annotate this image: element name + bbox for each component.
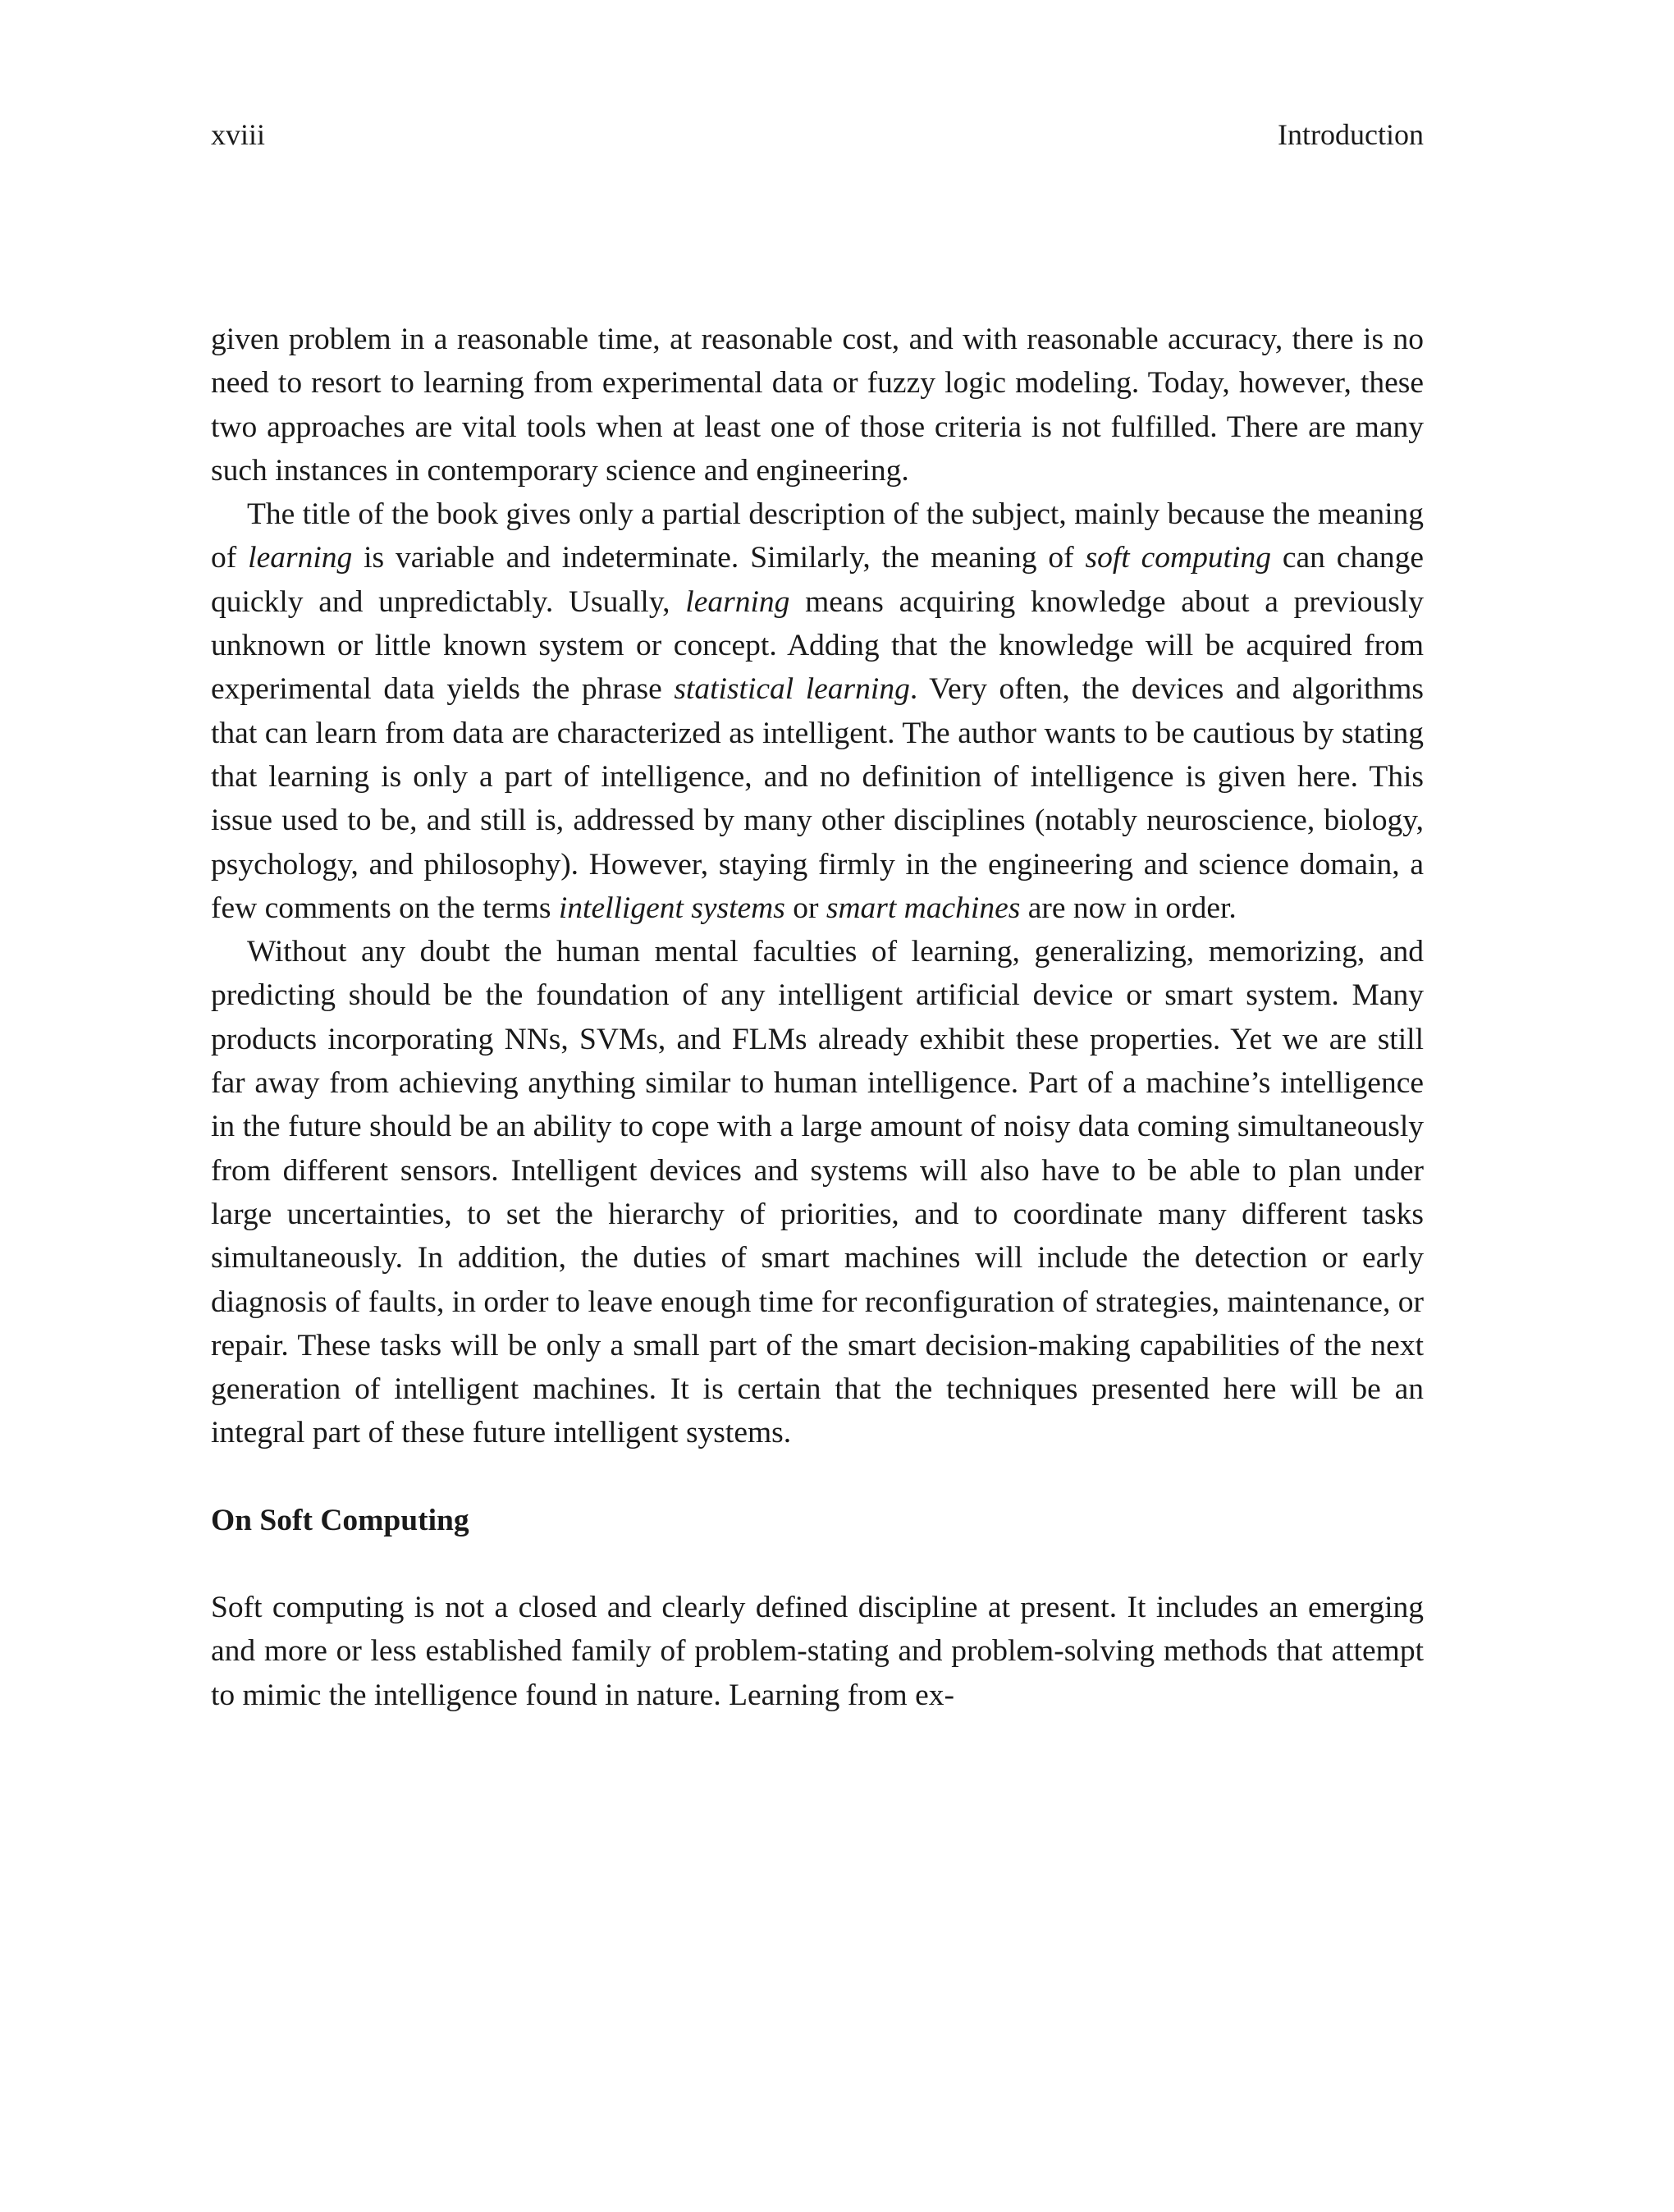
body-text (211, 318, 1424, 1717)
term-smart-machines: smart machines (826, 891, 1021, 925)
paragraph-2-text: can change quickly and unpredictably. Usually, (211, 541, 1424, 619)
term-statistical-learning: statistical learning (674, 672, 910, 707)
paragraph-2-text: means acquiring knowledge about a previously unknown or little known system or concept. Adding that the knowledge will be acquired from experimental data yields the phrase (211, 584, 1424, 707)
paragraph-2-text: The title of the book gives only a partial description of the subject, mainly because the meaning of (211, 497, 1424, 575)
term-learning: learning (248, 541, 353, 575)
paragraph-2 (211, 492, 1424, 930)
chapter-title: Introduction (1278, 118, 1424, 151)
paragraph-2-text: . Very often, the devices and algorithms that can learn from data are characterized as intelligent. The author wants to be cautious by stating that learning is only a part of intelligence, and no definition of intelligence is given here. This issue used to be, and still is, addressed by many other disciplines (notably neuroscience, biology, psychology, and philosophy). However, staying firmly in the engineering and science domain, a few comments on the terms (211, 672, 1424, 925)
paragraph-4: Soft computing is not a closed and clearly defined discipline at present. It includes an emerging and more or less established family of problem-stating and problem-solving methods that attempt to mimic the intelligence found in nature. Learning from ex- (211, 1591, 1424, 1712)
paragraph-3: Without any doubt the human mental faculties of learning, generalizing, memorizing, and predicting should be the foundation of any intelligent artificial device or smart system. Many products incorporating NNs, SVMs, and FLMs already exhibit these properties. Yet we are still far away from achieving anything similar to human intelligence. Part of a machine’s intelligence in the future should be an ability to cope with a large amount of noisy data coming simultaneously from different sensors. Intelligent devices and systems will also have to be able to plan under large uncertainties, to set the hierarchy of priorities, and to coordinate many different tasks simultaneously. In addition, the duties of smart machines will include the detection or early diagnosis of faults, in order to leave enough time for reconfiguration of strategies, maintenance, or repair. These tasks will be only a small part of the smart decision-making capabilities of the next generation of intelligent machines. It is certain that the techniques presented here will be an integral part of these future intelligent systems. (211, 935, 1424, 1450)
paragraph-2-text: are now in order. (1020, 891, 1237, 925)
paragraph-2-text: or (784, 891, 826, 925)
page-number: xviii (211, 118, 266, 151)
term-intelligent-systems: intelligent systems (558, 891, 785, 925)
paragraph-1: given problem in a reasonable time, at reasonable cost, and with reasonable accuracy, there is no need to resort to learning from experimental data or fuzzy logic modeling. Today, however, these two approaches are vital tools when at least one of those criteria is not fulfilled. There are many such instances in contemporary science and engineering. (211, 323, 1424, 488)
term-soft-computing: soft computing (1085, 541, 1271, 575)
term-learning: learning (685, 584, 790, 619)
paragraph-2-text: is variable and indeterminate. Similarly, the meaning of (352, 541, 1086, 575)
section-heading: On Soft Computing (211, 1503, 469, 1537)
running-head (211, 113, 1424, 156)
